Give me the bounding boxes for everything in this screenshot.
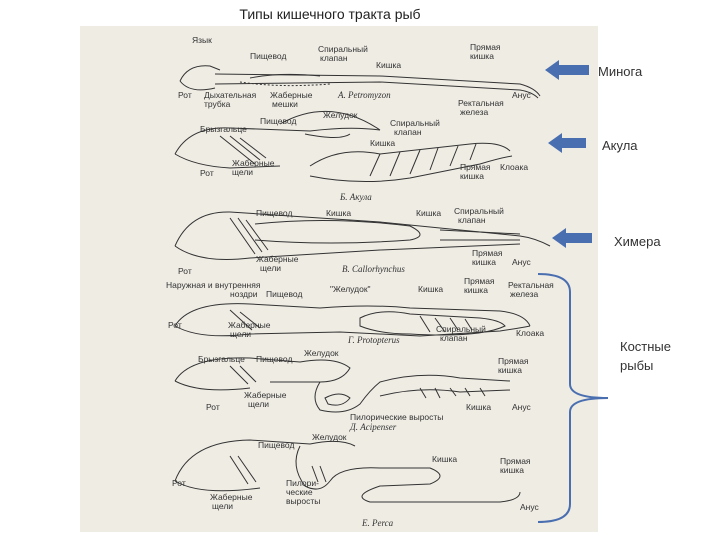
label-rectum: Прямая: [498, 356, 529, 366]
label-esophagus: Пищевод: [250, 51, 287, 61]
label-cloaca: Клоака: [500, 162, 529, 172]
label-gill-sacs: Жаберные: [270, 90, 313, 100]
label-esophagus: Пищевод: [266, 289, 303, 299]
label-mouth: Рот: [178, 266, 192, 276]
label-gill-slits-2: щели: [232, 167, 254, 177]
label-valve: клапан: [320, 53, 348, 63]
label-gill-slits: Жаберные: [256, 254, 299, 264]
label-pyloric-2: ческие: [286, 487, 313, 497]
label-gill-slits-2: щели: [248, 399, 270, 409]
label-rectum-2: кишка: [470, 51, 494, 61]
label-gill-slits-2: щели: [260, 263, 282, 273]
label-rectum-2: кишка: [472, 257, 496, 267]
side-label-chimaera: Химера: [614, 234, 661, 249]
label-breath-tube: Дыхательная: [204, 90, 257, 100]
label-mouth: Рот: [178, 90, 192, 100]
label-pyloric-3: выросты: [286, 496, 321, 506]
label-esophagus: Пищевод: [258, 440, 295, 450]
label-stomach: "Желудок": [330, 284, 371, 294]
caption-perca: Е. Perca: [362, 518, 394, 528]
label-gill-slits: Жаберные: [244, 390, 287, 400]
label-intestine: Кишка: [432, 454, 458, 464]
label-pyloric: Пилорические выросты: [350, 412, 444, 422]
label-esophagus: Пищевод: [256, 208, 293, 218]
side-label-lamprey: Минога: [598, 64, 643, 79]
label-intestine: Кишка: [376, 60, 402, 70]
label-nostrils-2: ноздри: [230, 289, 258, 299]
figure-drawing: [80, 26, 598, 532]
label-rectum-2: кишка: [500, 465, 524, 475]
label-gill-slits-2: щели: [230, 329, 252, 339]
label-rectum: Прямая: [464, 276, 495, 286]
arrow-icon: [548, 133, 586, 153]
digestive-tract-figure: [80, 26, 598, 532]
label-mouth: Рот: [172, 478, 186, 488]
label-spiral: Спиральный: [318, 44, 368, 54]
label-spiracle: Брызгальце: [198, 354, 245, 364]
label-rectal-gland-2: железа: [510, 289, 539, 299]
label-rectal-gland-2: железа: [460, 107, 489, 117]
label-gill-slits: Жаберные: [232, 158, 275, 168]
label-pyloric: Пилори-: [286, 478, 319, 488]
label-tongue: Язык: [192, 35, 212, 45]
label-anus: Анус: [512, 90, 531, 100]
label-intestine: Кишка: [466, 402, 492, 412]
caption-chimaera: В. Callorhynchus: [342, 264, 405, 274]
page-title: Типы кишечного тракта рыб: [239, 6, 421, 22]
shark-labels: [200, 98, 528, 202]
label-intestine: Кишка: [418, 284, 444, 294]
arrow-icon: [552, 228, 592, 248]
label-mouth: Рот: [206, 402, 220, 412]
label-gill-slits: Жаберные: [210, 492, 253, 502]
label-rectal-gland: Ректальная: [508, 280, 554, 290]
label-spiral: Спиральный: [454, 206, 504, 216]
label-esophagus: Пищевод: [260, 116, 297, 126]
label-rectal-gland: Ректальная: [458, 98, 504, 108]
label-spiracle: Брызгальце: [200, 124, 247, 134]
label-breath-tube-2: трубка: [204, 99, 231, 109]
label-anus: Анус: [520, 502, 539, 512]
label-gill-sacs-2: мешки: [272, 99, 298, 109]
caption-acipenser: Д. Acipenser: [350, 422, 397, 432]
caption-lamprey: А. Petromyzon: [338, 90, 391, 100]
side-label-bony-2: рыбы: [620, 358, 654, 373]
label-nostrils: Наружная и внутренняя: [166, 280, 261, 290]
label-cloaca: Клоака: [516, 328, 545, 338]
label-mouth: Рот: [200, 168, 214, 178]
side-label-bony-1: Костные: [620, 339, 672, 354]
label-gill-slits-2: щели: [212, 501, 234, 511]
label-spiral: Спиральный: [436, 324, 486, 334]
label-rectum-2: кишка: [498, 365, 522, 375]
caption-protopterus: Г. Protopterus: [348, 335, 400, 345]
label-stomach: Желудок: [312, 432, 347, 442]
label-intestine: Кишка: [370, 138, 396, 148]
label-stomach: Желудок: [323, 110, 358, 120]
bracket-icon: [530, 272, 610, 524]
label-spiral: Спиральный: [390, 118, 440, 128]
label-mouth: Рот: [168, 320, 182, 330]
label-intestine: Кишка: [326, 208, 352, 218]
label-stomach: Желудок: [304, 348, 339, 358]
label-anus: Анус: [512, 402, 531, 412]
label-rectum: Прямая: [500, 456, 531, 466]
caption-shark: Б. Акула: [340, 192, 372, 202]
label-spiral-2: клапан: [458, 215, 486, 225]
label-rectum-2: кишка: [464, 285, 488, 295]
perca-labels: [172, 432, 540, 528]
label-rectum: Прямая: [460, 162, 491, 172]
label-anus: Анус: [512, 257, 531, 267]
label-rectum: Прямая: [472, 248, 503, 258]
label-spiral-2: клапан: [440, 333, 468, 343]
label-gill-slits: Жаберные: [228, 320, 271, 330]
chimaera-labels: [178, 206, 532, 276]
label-rectum-2: кишка: [460, 171, 484, 181]
acipenser-drawing: [175, 358, 510, 412]
label-rectum: Прямая: [470, 42, 501, 52]
label-intestine-2: Кишка: [416, 208, 442, 218]
side-label-shark: Акула: [602, 138, 638, 153]
arrow-icon: [545, 60, 589, 80]
side-label-bony: [620, 337, 671, 375]
label-esophagus: Пищевод: [256, 354, 293, 364]
label-spiral-2: клапан: [394, 127, 422, 137]
